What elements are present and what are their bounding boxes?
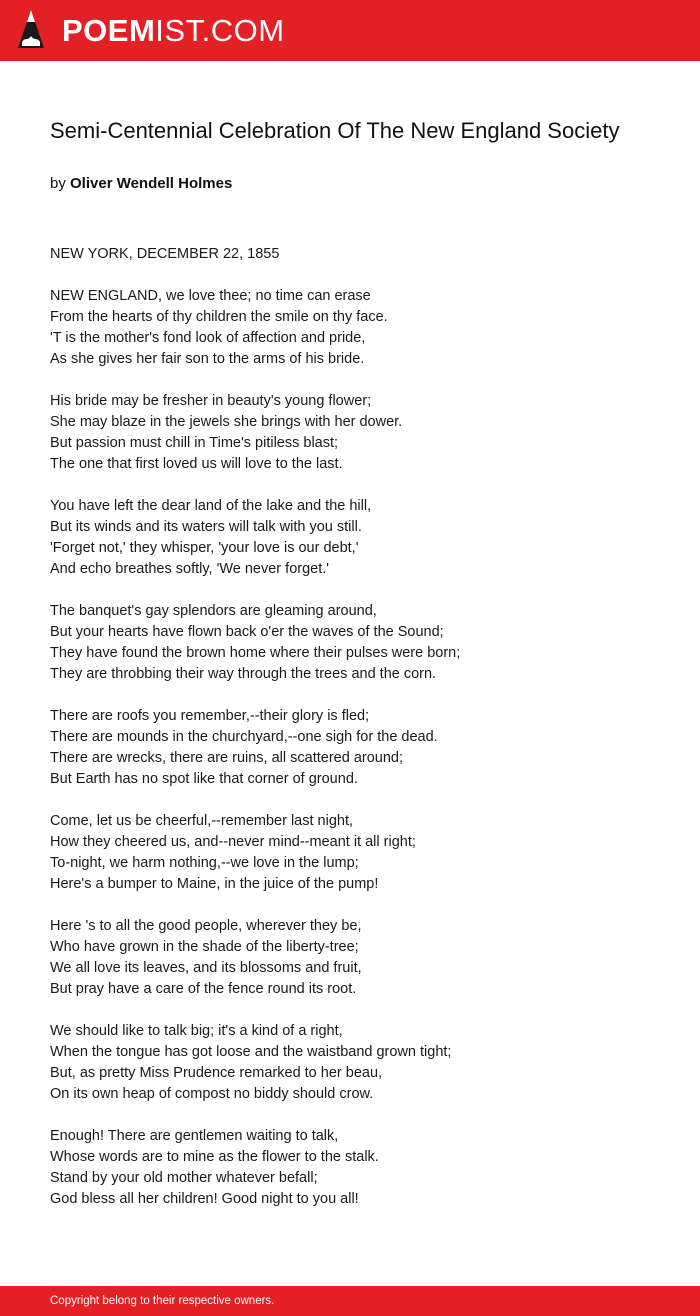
site-header [0, 0, 700, 61]
copyright-notice: Copyright belong to their respective owners. [50, 1295, 275, 1307]
poem-line [50, 265, 670, 286]
poem-line [50, 580, 670, 601]
poem-line: Who have grown in the shade of the liberty-tree; [50, 939, 359, 955]
poem-line: She may blaze in the jewels she brings with her dower. [50, 414, 403, 430]
poem-line: They have found the brown home where their pulses were born; [50, 645, 461, 661]
poem-line: Come, let us be cheerful,--remember last night, [50, 813, 354, 829]
poem-line: There are roofs you remember,--their glory is fled; [50, 708, 370, 724]
brand-light: IST.COM [155, 13, 285, 48]
poem-line: When the tongue has got loose and the waistband grown tight; [50, 1044, 452, 1060]
site-footer [0, 1286, 700, 1316]
poem-line: They are throbbing their way through the trees and the corn. [50, 666, 437, 682]
poem-line: But Earth has no spot like that corner of ground. [50, 771, 358, 787]
poem-line: 'T is the mother's fond look of affection and pride, [50, 330, 366, 346]
by-label: by [50, 175, 66, 192]
author-name: Oliver Wendell Holmes [70, 175, 233, 192]
poem-line: There are mounds in the churchyard,--one sigh for the dead. [50, 729, 438, 745]
poem-line: The one that first loved us will love to the last. [50, 456, 343, 472]
poem-line [50, 1105, 670, 1126]
pencil-icon[interactable] [16, 8, 46, 52]
poem-line: 'Forget not,' they whisper, 'your love is our debt,' [50, 540, 359, 556]
poem-line: But, as pretty Miss Prudence remarked to her beau, [50, 1065, 383, 1081]
poem-body [50, 244, 670, 1210]
poem-line: But pray have a care of the fence round its root. [50, 981, 357, 997]
poem-line [50, 790, 670, 811]
poem-line: But its winds and its waters will talk with you still. [50, 519, 362, 535]
brand-bold: POEM [62, 13, 156, 48]
poem-line: On its own heap of compost no biddy should crow. [50, 1086, 374, 1102]
poem-line: The banquet's gay splendors are gleaming around, [50, 603, 377, 619]
poem-line: His bride may be fresher in beauty's young flower; [50, 393, 372, 409]
poem-line [50, 370, 670, 391]
poem-line [50, 475, 670, 496]
poem-line: NEW YORK, DECEMBER 22, 1855 [50, 246, 280, 262]
poem-line: But your hearts have flown back o'er the waves of the Sound; [50, 624, 444, 640]
poem-title: Semi-Centennial Celebration Of The New England Society [50, 118, 620, 143]
poem-line [50, 895, 670, 916]
poem-line: Enough! There are gentlemen waiting to talk, [50, 1128, 339, 1144]
poem-line: You have left the dear land of the lake and the hill, [50, 498, 372, 514]
poem-line: NEW ENGLAND, we love thee; no time can erase [50, 288, 371, 304]
poem-line [50, 685, 670, 706]
poem-line: To-night, we harm nothing,--we love in the lump; [50, 855, 359, 871]
poem-line: How they cheered us, and--never mind--meant it all right; [50, 834, 416, 850]
poem-line: We all love its leaves, and its blossoms and fruit, [50, 960, 362, 976]
poem-line [50, 1000, 670, 1021]
poem-line: There are wrecks, there are ruins, all scattered around; [50, 750, 403, 766]
byline [50, 174, 232, 194]
site-logo-text[interactable] [62, 12, 285, 50]
poem-line: Whose words are to mine as the flower to the stalk. [50, 1149, 379, 1165]
poem-line: And echo breathes softly, 'We never forget.' [50, 561, 330, 577]
poem-line: From the hearts of thy children the smile on thy face. [50, 309, 388, 325]
poem-line: As she gives her fair son to the arms of his bride. [50, 351, 365, 367]
poem-line: We should like to talk big; it's a kind of a right, [50, 1023, 343, 1039]
poem-line: Stand by your old mother whatever befall; [50, 1170, 318, 1186]
poem-line: Here's a bumper to Maine, in the juice of the pump! [50, 876, 379, 892]
poem-line: God bless all her children! Good night to you all! [50, 1191, 359, 1207]
poem-line: But passion must chill in Time's pitiless blast; [50, 435, 339, 451]
poem-line: Here 's to all the good people, wherever they be, [50, 918, 362, 934]
